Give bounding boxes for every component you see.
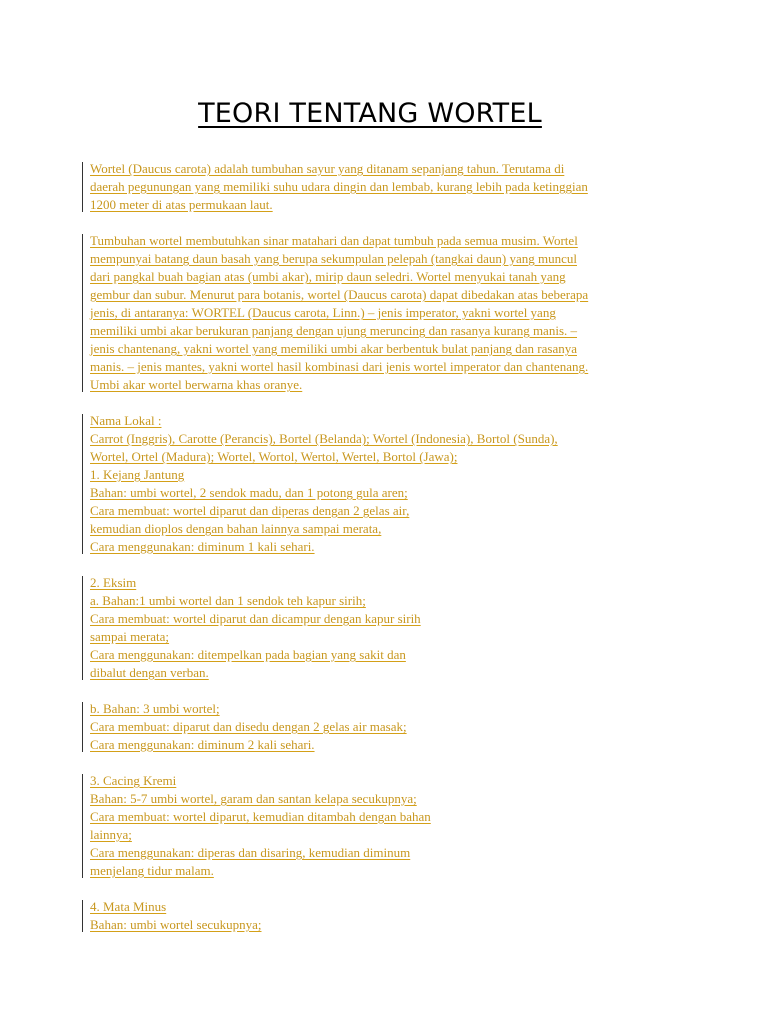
text-line[interactable]: dibalut dengan verban. xyxy=(90,665,209,680)
text-line[interactable]: 4. Mata Minus xyxy=(90,899,167,914)
text-line[interactable]: Cara menggunakan: diminum 1 kali sehari. xyxy=(90,539,315,554)
text-line[interactable]: Wortel (Daucus carota) adalah tumbuhan sayur yang ditanam sepanjang tahun. Terutama di xyxy=(90,161,565,176)
text-line[interactable]: 2. Eksim xyxy=(90,575,137,590)
text-line[interactable]: kemudian dioplos dengan bahan lainnya sampai merata, xyxy=(90,521,382,536)
text-line[interactable]: Nama Lokal : xyxy=(90,413,162,428)
text-line[interactable]: jenis, di antaranya: WORTEL (Daucus carota, Linn.) – jenis imperator, yakni wortel yang xyxy=(90,305,556,320)
text-line[interactable]: Cara membuat: wortel diparut dan diperas dengan 2 gelas air, xyxy=(90,503,410,518)
text-line[interactable]: Tumbuhan wortel membutuhkan sinar matahari dan dapat tumbuh pada semua musim. Wortel xyxy=(90,233,578,248)
text-line[interactable]: Cara membuat: wortel diparut dan dicampur dengan kapur sirih xyxy=(90,611,421,626)
text-line[interactable]: Bahan: umbi wortel, 2 sendok madu, dan 1 potong gula aren; xyxy=(90,485,408,500)
text-line[interactable]: Cara menggunakan: diminum 2 kali sehari. xyxy=(90,737,315,752)
paragraph-block xyxy=(80,160,680,214)
text-line[interactable]: 3. Cacing Kremi xyxy=(90,773,177,788)
text-line[interactable]: 1. Kejang Jantung xyxy=(90,467,185,482)
text-line[interactable]: Carrot (Inggris), Carotte (Perancis), Bortel (Belanda); Wortel (Indonesia), Bortol (Sunda), xyxy=(90,431,558,446)
text-line[interactable]: Wortel, Ortel (Madura); Wortel, Wortol, Wertol, Wertel, Bortol (Jawa); xyxy=(90,449,458,464)
text-line[interactable]: Umbi akar wortel berwarna khas oranye. xyxy=(90,377,303,392)
text-line[interactable]: jenis chantenang, yakni wortel yang memiliki umbi akar berbentuk bulat panjang dan rasanya xyxy=(90,341,577,356)
text-line[interactable]: Cara membuat: wortel diparut, kemudian ditambah dengan bahan xyxy=(90,809,431,824)
text-line[interactable]: Cara menggunakan: ditempelkan pada bagian yang sakit dan xyxy=(90,647,406,662)
text-line[interactable]: Bahan: 5-7 umbi wortel, garam dan santan kelapa secukupnya; xyxy=(90,791,417,806)
paragraph-block xyxy=(80,232,680,394)
text-line[interactable]: Cara menggunakan: diperas dan disaring, kemudian diminum xyxy=(90,845,411,860)
text-line[interactable]: daerah pegunungan yang memiliki suhu udara dingin dan lembab, kurang lebih pada ketinggian xyxy=(90,179,588,194)
paragraph-block xyxy=(80,700,680,754)
document-body xyxy=(80,160,680,952)
text-line[interactable]: b. Bahan: 3 umbi wortel; xyxy=(90,701,220,716)
text-line[interactable]: manis. – jenis mantes, yakni wortel hasil kombinasi dari jenis wortel imperator dan chantenang. xyxy=(90,359,589,374)
paragraph-block xyxy=(80,412,680,556)
text-line[interactable]: Cara membuat: diparut dan disedu dengan 2 gelas air masak; xyxy=(90,719,407,734)
paragraph-block xyxy=(80,898,680,934)
text-line[interactable]: 1200 meter di atas permukaan laut. xyxy=(90,197,273,212)
text-line[interactable]: a. Bahan:1 umbi wortel dan 1 sendok teh kapur sirih; xyxy=(90,593,366,608)
text-line[interactable]: sampai merata; xyxy=(90,629,170,644)
text-line[interactable]: dari pangkal buah bagian atas (umbi akar), mirip daun seledri. Wortel menyukai tanah yang xyxy=(90,269,566,284)
page-title: TEORI TENTANG WORTEL xyxy=(198,98,542,129)
text-line[interactable]: memiliki umbi akar berukuran panjang dengan ujung meruncing dan rasanya kurang manis. – xyxy=(90,323,577,338)
paragraph-block xyxy=(80,574,680,682)
text-line[interactable]: mempunyai batang daun basah yang berupa sekumpulan pelepah (tangkai daun) yang muncul xyxy=(90,251,577,266)
paragraph-block xyxy=(80,772,680,880)
text-line[interactable]: lainnya; xyxy=(90,827,132,842)
text-line[interactable]: gembur dan subur. Menurut para botanis, wortel (Daucus carota) dapat dibedakan atas beberapa xyxy=(90,287,589,302)
text-line[interactable]: Bahan: umbi wortel secukupnya; xyxy=(90,917,262,932)
text-line[interactable]: menjelang tidur malam. xyxy=(90,863,214,878)
